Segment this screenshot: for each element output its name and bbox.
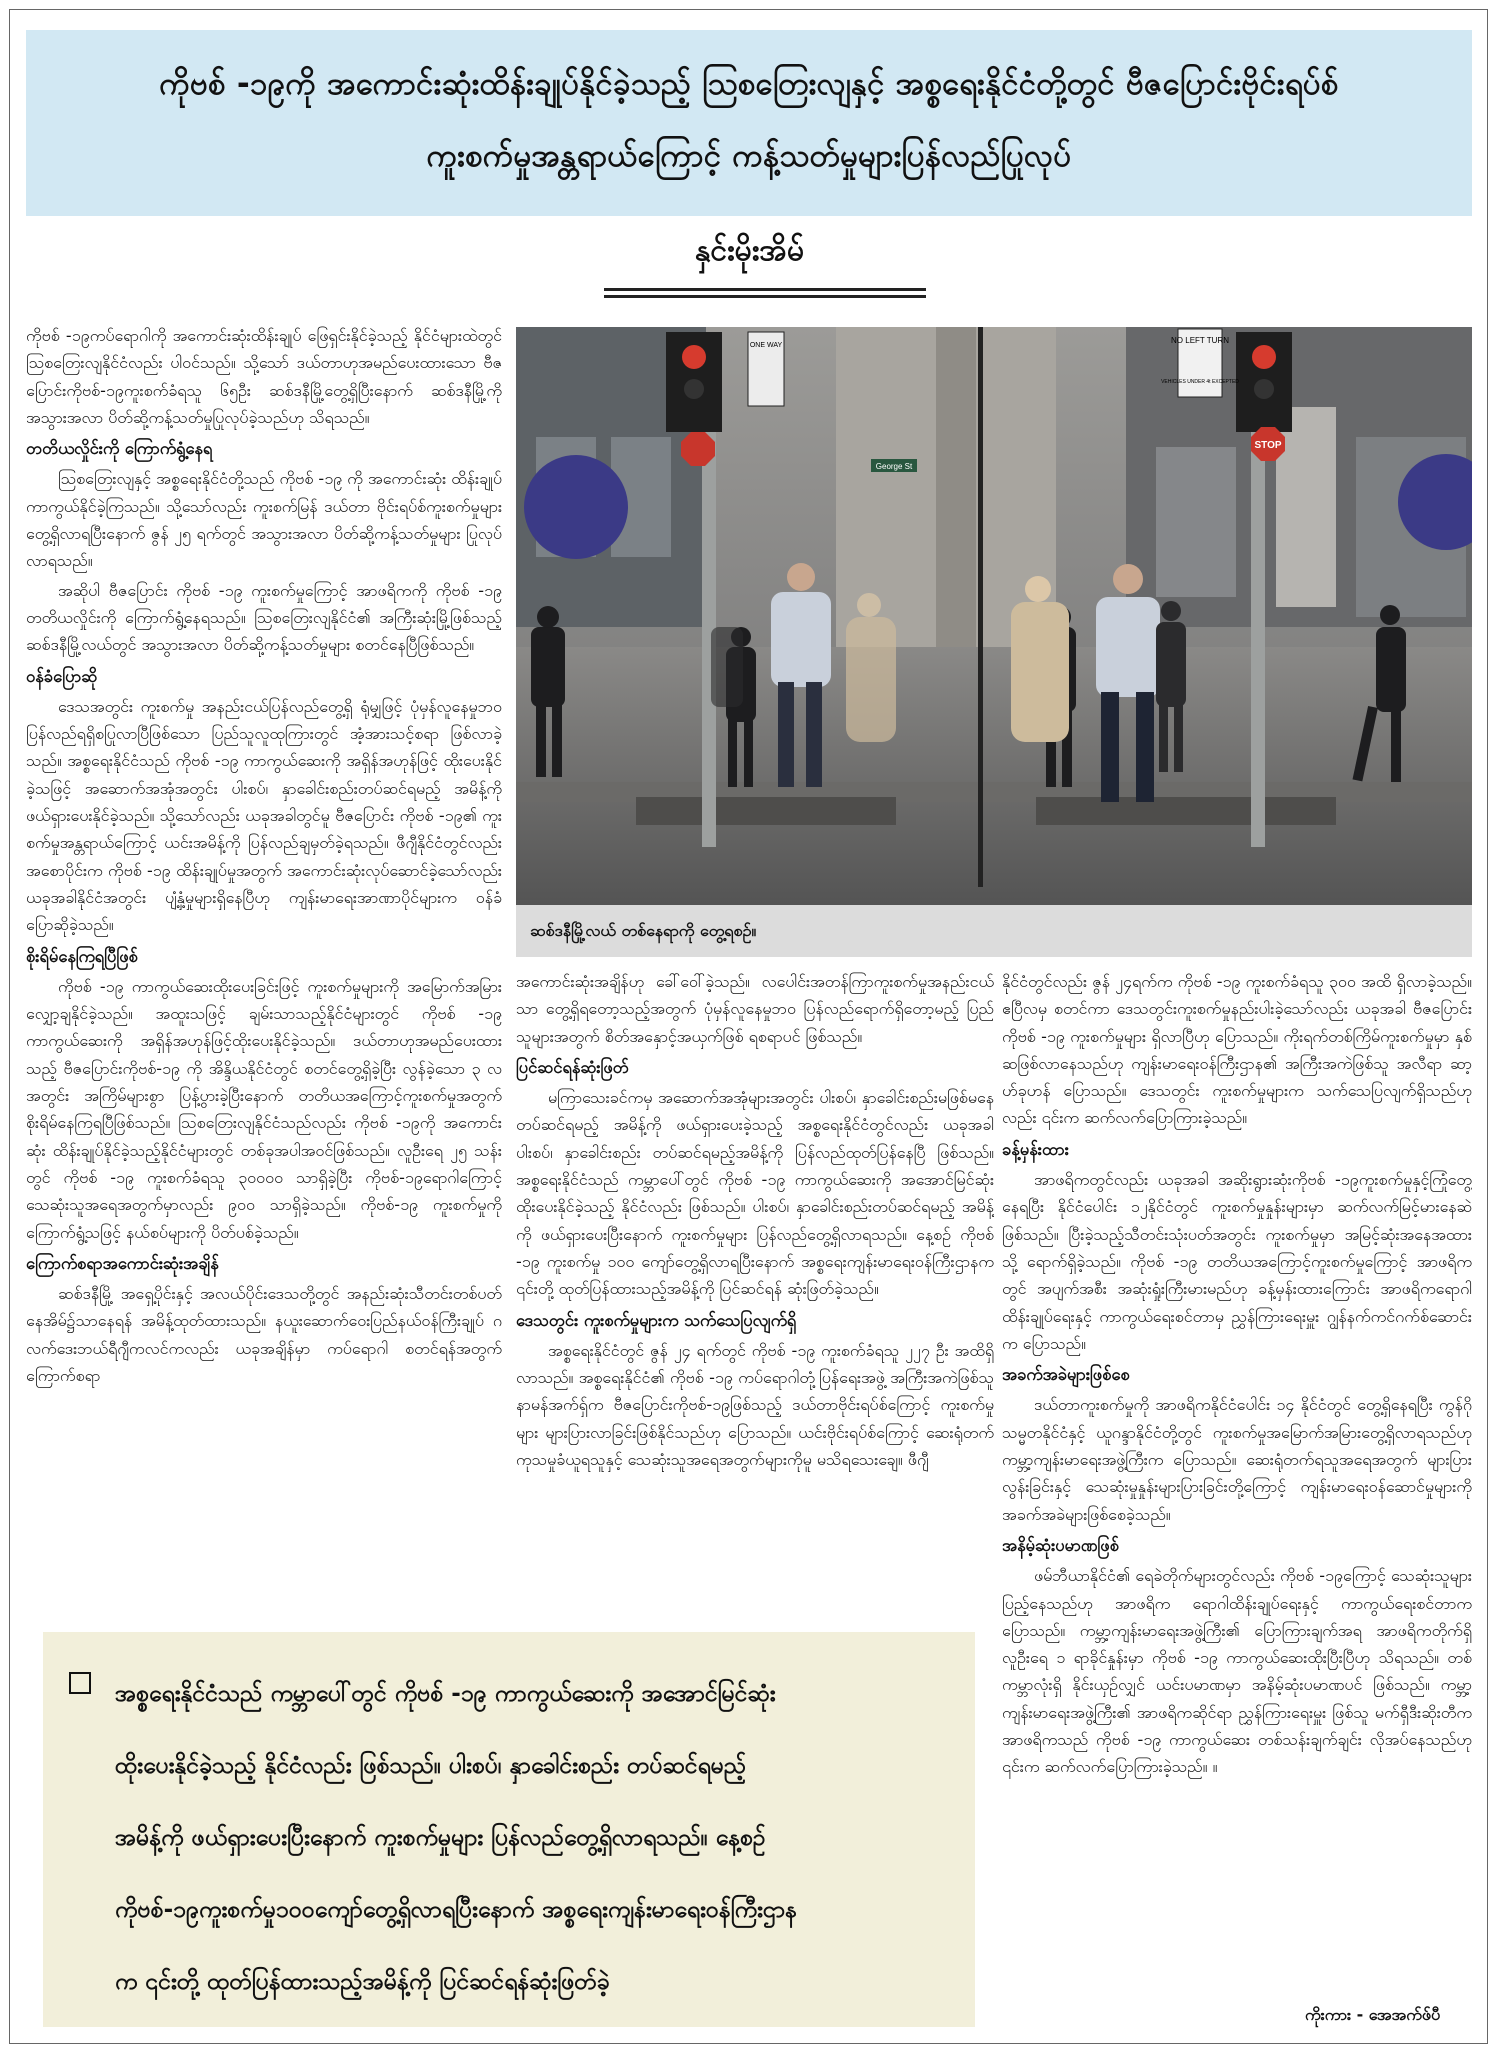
article-column-3 bbox=[1002, 968, 1472, 1998]
byline: နှင်းမိုးအိမ် bbox=[694, 233, 805, 268]
paragraph: အစ္စရေးနိုင်ငံတွင် ဇွန် ၂၄ ရက်တွင် ကိုဗစ် -၁၉ ကူးစက်ခံရသူ ၂၂၇ ဦး အထိရှိလာသည်။ အစ္စရေးနိုင်ငံ၏ ကိုဗစ် -၁၉ ကပ်ရောဂါတုံ့ပြန်ရေးအဖွဲ့ အကြီးအကဲဖြစ်သူ နာမန်အက်ရှ်က ဗီဇပြောင်းကိုဗစ်-၁၉ဖြစ်သည့် ဒယ်တာဗိုင်းရပ်စ်ကြောင့် ကူးစက်မှုများ များပြားလာခြင်းဖြစ်နိုင်သည်ဟု ပြောသည်။ ယင်းဗိုင်းရပ်စ်ကြောင့် ဆေးရုံတက်ကုသမှုခံယူရသူနှင့် သေဆုံးသူအရေအတွက်များကိုမူ မသိရသေးချေ။ ဖီဂျီ bbox=[516, 1340, 994, 1470]
headline-banner bbox=[26, 30, 1472, 216]
source-credit: ကိုးကား - အေအက်ဖ်ပီ bbox=[1305, 2005, 1441, 2024]
paragraph: မကြာသေးခင်ကမှ အဆောက်အအုံများအတွင်း ပါးစပ်၊ နှာခေါင်းစည်းမဖြစ်မနေ တပ်ဆင်ရမည့် အမိန့်ကို ဖယ်ရှားပေးခဲ့သည့် အစ္စရေးနိုင်ငံတွင်လည်း ယခုအခါ ပါးစပ်၊ နှာခေါင်းစည်း တပ်ဆင်ရမည့်အမိန့်ကို ပြန်လည်ထုတ်ပြန်နေပြီ ဖြစ်သည်။ အစ္စရေးနိုင်ငံသည် ကမ္ဘာပေါ်တွင် ကိုဗစ် -၁၉ ကာကွယ်ဆေးကို အအောင်မြင်ဆုံး ထိုးပေးနိုင်ခဲ့သည့် နိုင်ငံလည်း ဖြစ်သည်။ ပါးစပ်၊ နှာခေါင်းစည်းတပ်ဆင်ရမည့် အမိန့်ကို ဖယ်ရှားပေးပြီးနောက် ကူးစက်မှုများ ပြန်လည်တွေ့ရှိလာရသည်။ နေ့စဉ် ကိုဗစ် -၁၉ ကူးစက်မှု ၁၀၀ ကျော်တွေ့ရှိလာရပြီးနောက် အစ္စရေးကျန်းမာရေးဝန်ကြီးဌာနက ၎င်းတို့ ထုတ်ပြန်ထားသည့်အမိန့်ကို ပြင်ဆင်ရန် ဆုံးဖြတ်ခဲ့သည်။ bbox=[516, 1088, 994, 1299]
paragraph: ဆစ်ဒနီမြို့ အရှေ့ပိုင်းနှင့် အလယ်ပိုင်းဒေသတို့တွင် အနည်းဆုံးသီတင်းတစ်ပတ် နေအိမ်၌သာနေရန် အမိန့်ထုတ်ထားသည်။ နယူးဆောက်ဝေးပြည်နယ်ဝန်ကြီးချုပ် ဂလက်ဒေးဘယ်ရီဂျီကလင်ကလည်း ယခုအချိန်မှာ ကပ်ရောဂါ စတင်ရန်အတွက် ကြောက်စရာ bbox=[26, 1284, 502, 1385]
no-left-turn-sign-text: NO LEFT TURN bbox=[1171, 336, 1229, 345]
paragraph: ဒေသအတွင်း ကူးစက်မှု အနည်းငယ်ပြန်လည်တွေ့ရှိ ရုံမျှဖြင့် ပုံမှန်လူနေမှုဘဝ ပြန်လည်ရရှိစပြုလာပြီဖြစ်သော ပြည်သူလူထုကြားတွင် အံ့အားသင့်စရာ ဖြစ်လာခဲ့သည်။ အစ္စရေးနိုင်ငံသည် ကိုဗစ် -၁၉ ကာကွယ်ဆေးကို အရှိန်အဟုန်ဖြင့် ထိုးပေးနိုင်ခဲ့သဖြင့် အဆောက်အအုံအတွင်း ပါးစပ်၊ နှာခေါင်းစည်းတပ်ဆင်ရမည့် အမိန့်ကို ဖယ်ရှားပေးနိုင်ခဲ့သည်။ သို့သော်လည်း ယခုအခါတွင်မူ ဗီဇပြောင်း ကိုဗစ် -၁၉၏ ကူးစက်မှုအန္တရာယ်ကြောင့် ယင်းအမိန့်ကို ပြန်လည်ချမှတ်ခဲ့ရသည်။ ဖီဂျီနိုင်ငံတွင်လည်း အစောပိုင်းက ကိုဗစ် -၁၉ ထိန်းချုပ်မှုအတွက် အကောင်းဆုံးလုပ်ဆောင်ခဲ့သော်လည်း ယခုအခါနိုင်ငံအတွင်း ပျံ့နှံ့မှုများရှိနေပြီဟု ကျန်းမာရေးအာဏာပိုင်များက ဝန်ခံပြောဆိုခဲ့သည်။ bbox=[26, 696, 502, 935]
byline-rule-top bbox=[604, 288, 926, 291]
subheading: ဝန်ခံပြောဆို bbox=[26, 666, 98, 686]
checkbox-bullet-icon bbox=[69, 1672, 91, 1694]
subheading: စိုးရိမ်နေကြရပြီဖြစ် bbox=[26, 946, 138, 966]
street-photo-illustration bbox=[516, 327, 1472, 905]
subheading: တတိယလှိုင်းကို ကြောက်ရွံ့နေရ bbox=[26, 439, 213, 459]
pull-quote-line-2: ထိုးပေးနိုင်ခဲ့သည့် နိုင်ငံလည်း ဖြစ်သည်။ ပါးစပ်၊ နှာခေါင်းစည်း တပ်ဆင်ရမည့် bbox=[115, 1753, 747, 1779]
paragraph: ဩစတြေးလျနှင့် အစ္စရေးနိုင်ငံတို့သည် ကိုဗစ် -၁၉ ကို အကောင်းဆုံး ထိန်းချုပ်ကာကွယ်နိုင်ခဲ့ကြသည်။ သို့သော်လည်း ကူးစက်မြန် ဒယ်တာ ဗိုင်းရပ်စ်ကူးစက်မှုများ တွေ့ရှိလာရပြီးနောက် ဇွန် ၂၅ ရက်တွင် အသွားအလာ ပိတ်ဆို့ကန့်သတ်မှုများ ပြုလုပ်လာရသည်။ bbox=[26, 469, 502, 571]
paragraph: အာဖရိကတွင်လည်း ယခုအခါ အဆိုးရွားဆုံးကိုဗစ် -၁၉ကူးစက်မှုနှင့်ကြုံတွေ့နေရပြီး နိုင်ငံပေါင်း ၁၂နိုင်ငံတွင် ကူးစက်မှုနှုန်းများမှာ ဆက်လက်မြင့်မားနေဆဲဖြစ်သည်။ ပြီးခဲ့သည့်သီတင်းသုံးပတ်အတွင်း ကူးစက်မှုမှာ အမြင့်ဆုံးအနေအထားသို့ ရောက်ရှိခဲ့သည်။ ကိုဗစ် -၁၉ တတိယအကြောင့်ကူးစက်မှုကြောင့် အာဖရိကတွင် အပျက်အစီး အဆုံးရှုံးကြီးမားမည်ဟု ခန့်မှန်းထားကြောင်း အာဖရိကရောဂါထိန်းချုပ်ရေးနှင့် ကာကွယ်ရေးစင်တာမှ ညွှန်ကြားရေးမှူး ဂျွန်နက်ကင်ဂက်စ်ဆောင်းက ပြောသည်။ bbox=[1002, 1170, 1472, 1353]
stop-sign-text: STOP bbox=[1254, 440, 1282, 451]
paragraph: ဖမ်ဘီယာနိုင်ငံ၏ ရေခဲတိုက်များတွင်လည်း ကိုဗစ် -၁၉ကြောင့် သေဆုံးသူများ ပြည့်နေသည်ဟု အာဖရိက ရောဂါထိန်းချုပ်ရေးနှင့် ကာကွယ်ရေးစင်တာက ပြောသည်။ ကမ္ဘာ့ကျန်းမာရေးအဖွဲ့ကြီး၏ ပြောကြားချက်အရ အာဖရိကတိုက်ရှိ လူဦးရေ ၁ ရာခိုင်နှုန်းမှာ ကိုဗစ် -၁၉ ကာကွယ်ဆေးထိုးပြီးပြီဟု သိရသည်။ တစ်ကမ္ဘာလုံးရှိ နိုင်းယှဉ်လျှင် ယင်းပမာဏမှာ အနိမ့်ဆုံးပမာဏပင် ဖြစ်သည်။ ကမ္ဘာ့ကျန်းမာရေးအဖွဲ့ကြီး၏ အာဖရိကဆိုင်ရာ ညွှန်ကြားရေးမှူး ဖြစ်သူ မက်ရှီဒီးဆိုးတီက အာဖရိကသည် ကိုဗစ် -၁၉ ကာကွယ်ဆေး တစ်သန်းချက်ချင်း လိုအပ်နေသည်ဟု ၎င်းက ဆက်လက်ပြောကြားခဲ့သည်။ ။ bbox=[1002, 1566, 1472, 1777]
article-column-1 bbox=[26, 322, 502, 1627]
subheading: ပြင်ဆင်ရန်ဆုံးဖြတ် bbox=[516, 1057, 629, 1077]
subheading: ခန့်မှန်းထား bbox=[1002, 1139, 1069, 1159]
paragraph: ဒယ်တာကူးစက်မှုကို အာဖရိကနိုင်ငံပေါင်း ၁၄ နိုင်ငံတွင် တွေ့ရှိနေရပြီး ကွန်ဂိုသမ္မတနိုင်ငံနှင့် ယူဂန္ဒာနိုင်ငံတို့တွင် ကူးစက်မှုအမြောက်အမြားတွေ့ရှိလာရသည်ဟု ကမ္ဘာ့ကျန်းမာရေးအဖွဲ့ကြီးက ပြောသည်။ ဆေးရုံတက်ရသူအရေအတွက် များပြားလွန်းခြင်းနှင့် သေဆုံးမှုနှုန်းများပြားခြင်းတို့ကြောင့် ကျန်းမာရေးဝန်ဆောင်မှုများကို အခက်အခဲများဖြစ်စေခဲ့သည်။ bbox=[1002, 1395, 1472, 1524]
byline-rule-bottom bbox=[604, 295, 926, 298]
article-column-2 bbox=[516, 968, 994, 1623]
paragraph: အဆိုပါ ဗီဇပြောင်း ကိုဗစ် -၁၉ ကူးစက်မှုကြောင့် အာဖရိကကို ကိုဗစ် -၁၉ တတိယလှိုင်းကို ကြောက်ရွံ့နေရသည်။ ဩစတြေးလျနိုင်ငံ၏ အကြီးဆုံးမြို့ဖြစ်သည့် ဆစ်ဒနီမြို့လယ်တွင် အသွားအလာ ပိတ်ဆို့ကန့်သတ်မှုများ စတင်နေပြီဖြစ်သည်။ bbox=[26, 580, 502, 655]
street-photo bbox=[516, 327, 1472, 905]
subheading: ဒေသတွင်း ကူးစက်မှုများက သက်သေပြလျက်ရှိ bbox=[516, 1310, 797, 1330]
photo-caption: ဆစ်ဒနီမြို့လယ် တစ်နေရာကို တွေ့ရစဉ်။ bbox=[516, 905, 1472, 957]
headline-line-2: ကူးစက်မှုအန္တရာယ်ကြောင့် ကန့်သတ်မှုများပြန်လည်ပြုလုပ် bbox=[426, 138, 1072, 174]
pull-quote-line-3: အမိန့်ကို ဖယ်ရှားပေးပြီးနောက် ကူးစက်မှုများ ပြန်လည်တွေ့ရှိလာရသည်။ နေ့စဉ် bbox=[115, 1825, 766, 1851]
paragraph: အကောင်းဆုံးအချိန်ဟု ခေါ်ဝေါ်ခဲ့သည်။ လပေါင်းအတန်ကြာကူးစက်မှုအနည်းငယ်သာ တွေ့ရှိရတော့သည့်အတွက် ပုံမှန်လူနေမှုဘဝ ပြန်လည်ရောက်ရှိတော့မည့် ပြည်သူများအတွက် စိတ်အနှောင့်အယှက်ဖြစ် ရစရာပင် ဖြစ်သည်။ bbox=[516, 972, 994, 1046]
paragraph: ကိုဗစ် -၁၉ကပ်ရောဂါကို အကောင်းဆုံးထိန်းချုပ် ဖြေရှင်းနိုင်ခဲ့သည့် နိုင်ငံများထဲတွင် ဩစတြေးလျနိုင်ငံလည်း ပါဝင်သည်။ သို့သော် ဒယ်တာဟုအမည်ပေးထားသော ဗီဇပြောင်းကိုဗစ်-၁၉ကူးစက်ခံရသူ ၆၅ဦး ဆစ်ဒနီမြို့တွေ့ရှိပြီးနောက် ဆစ်ဒနီမြို့ကို အသွားအလာ ပိတ်ဆို့ကန့်သတ်မှုပြုလုပ်ခဲ့သည်ဟု သိရသည်။ bbox=[26, 326, 502, 427]
street-sign-text: George St bbox=[875, 462, 913, 471]
subheading: အနိမ့်ဆုံးပမာဏဖြစ် bbox=[1002, 1535, 1119, 1555]
pull-quote-line-4: ကိုဗစ်-၁၉ကူးစက်မှု၁၀၀ကျော်တွေ့ရှိလာရပြီးနောက် အစ္စရေးကျန်းမာရေးဝန်ကြီးဌာန bbox=[115, 1897, 798, 1923]
paragraph: နိုင်ငံတွင်လည်း ဇွန် ၂၄ရက်က ကိုဗစ် -၁၉ ကူးစက်ခံရသူ ၃၀၀ အထိ ရှိလာခဲ့သည်။ ဧပြီလမှ စတင်ကာ ဒေသတွင်းကူးစက်မှုနည်းပါးခဲ့သော်လည်း ယခုအခါ ဗီဇပြောင်းကိုဗစ် -၁၉ ကူးစက်မှုများ ရှိလာပြီဟု ပြောသည်။ ကိုးရက်တစ်ကြိမ်ကူးစက်မှုမှာ နှစ်ဆဖြစ်လာနေသည်ဟု ကျန်းမာရေးဝန်ကြီးဌာန၏ အကြီးအကဲဖြစ်သူ အလီရာ ဆာ့ဟ်ခုဟန် ပြောသည်။ ဒေသတွင်း ကူးစက်မှုများက သက်သေပြလျက်ရှိသည်ဟုလည်း ၎င်းက ဆက်လက်ပြောကြားခဲ့သည်။ bbox=[1002, 972, 1472, 1128]
vehicles-under-sign-text: VEHICLES UNDER 4t EXCEPTED bbox=[1161, 379, 1239, 385]
subheading: ကြောက်စရာအကောင်းဆုံးအချိန် bbox=[26, 1253, 219, 1273]
one-way-sign-text: ONE WAY bbox=[749, 342, 783, 349]
headline-line-1: ကိုဗစ် -၁၉ကို အကောင်းဆုံးထိန်းချုပ်နိုင်ခဲ့သည့် ဩစတြေးလျနှင့် အစ္စရေးနိုင်ငံတို့တွင် ဗီဇပြောင်းဗိုင်းရပ်စ် bbox=[159, 66, 1339, 102]
subheading: အခက်အခဲများဖြစ်စေ bbox=[1002, 1365, 1130, 1385]
pull-quote-box bbox=[43, 1632, 975, 2027]
paragraph: ကိုဗစ် -၁၉ ကာကွယ်ဆေးထိုးပေးခြင်းဖြင့် ကူးစက်မှုများကို အမြောက်အမြား လျှော့ချနိုင်ခဲ့သည်။ အထူးသဖြင့် ချမ်းသာသည့်နိုင်ငံများတွင် ကိုဗစ် -၁၉ ကာကွယ်ဆေးကို အရှိန်အဟုန်ဖြင့်ထိုးပေးနိုင်ခဲ့သည်။ ဒယ်တာဟုအမည်ပေးထားသည့် ဗီဇပြောင်းကိုဗစ်-၁၉ ကို အိန္ဒိယနိုင်ငံတွင် စတင်တွေ့ရှိခဲ့ပြီး လွန်ခဲ့သော ၃ လအတွင်း အကြိမ်များစွာ ပြန့်ပွားခဲ့ပြီးနောက် တတိယအကြောင့်ကူးစက်မှုအတွက် စိုးရိမ်နေကြရပြီဖြစ်သည်။ ဩစတြေးလျနိုင်ငံသည်လည်း ကိုဗစ် -၁၉ကို အကောင်းဆုံး ထိန်းချုပ်နိုင်ခဲ့သည့်နိုင်ငံများတွင် တစ်ခုအပါအဝင်ဖြစ်သည်။ လူဦးရေ ၂၅ သန်းတွင် ကိုဗစ် -၁၉ ကူးစက်ခံရသူ ၃၀၀၀၀ သာရှိခဲ့ပြီး ကိုဗစ်-၁၉ရောဂါကြောင့် သေဆုံးသူအရေအတွက်မှာလည်း ၉၀၀ သာရှိခဲ့သည်။ ကိုဗစ်-၁၉ ကူးစက်မှုကို ကြောက်ရွံ့သဖြင့် နယ်စပ်များကို ပိတ်ပစ်ခဲ့သည်။ bbox=[26, 976, 502, 1242]
pull-quote-line-1: အစ္စရေးနိုင်ငံသည် ကမ္ဘာပေါ်တွင် ကိုဗစ် -၁၉ ကာကွယ်ဆေးကို အအောင်မြင်ဆုံး bbox=[115, 1681, 776, 1707]
pull-quote-line-5: က ၎င်းတို့ ထုတ်ပြန်ထားသည့်အမိန့်ကို ပြင်ဆင်ရန်ဆုံးဖြတ်ခဲ့ bbox=[115, 1969, 610, 1995]
